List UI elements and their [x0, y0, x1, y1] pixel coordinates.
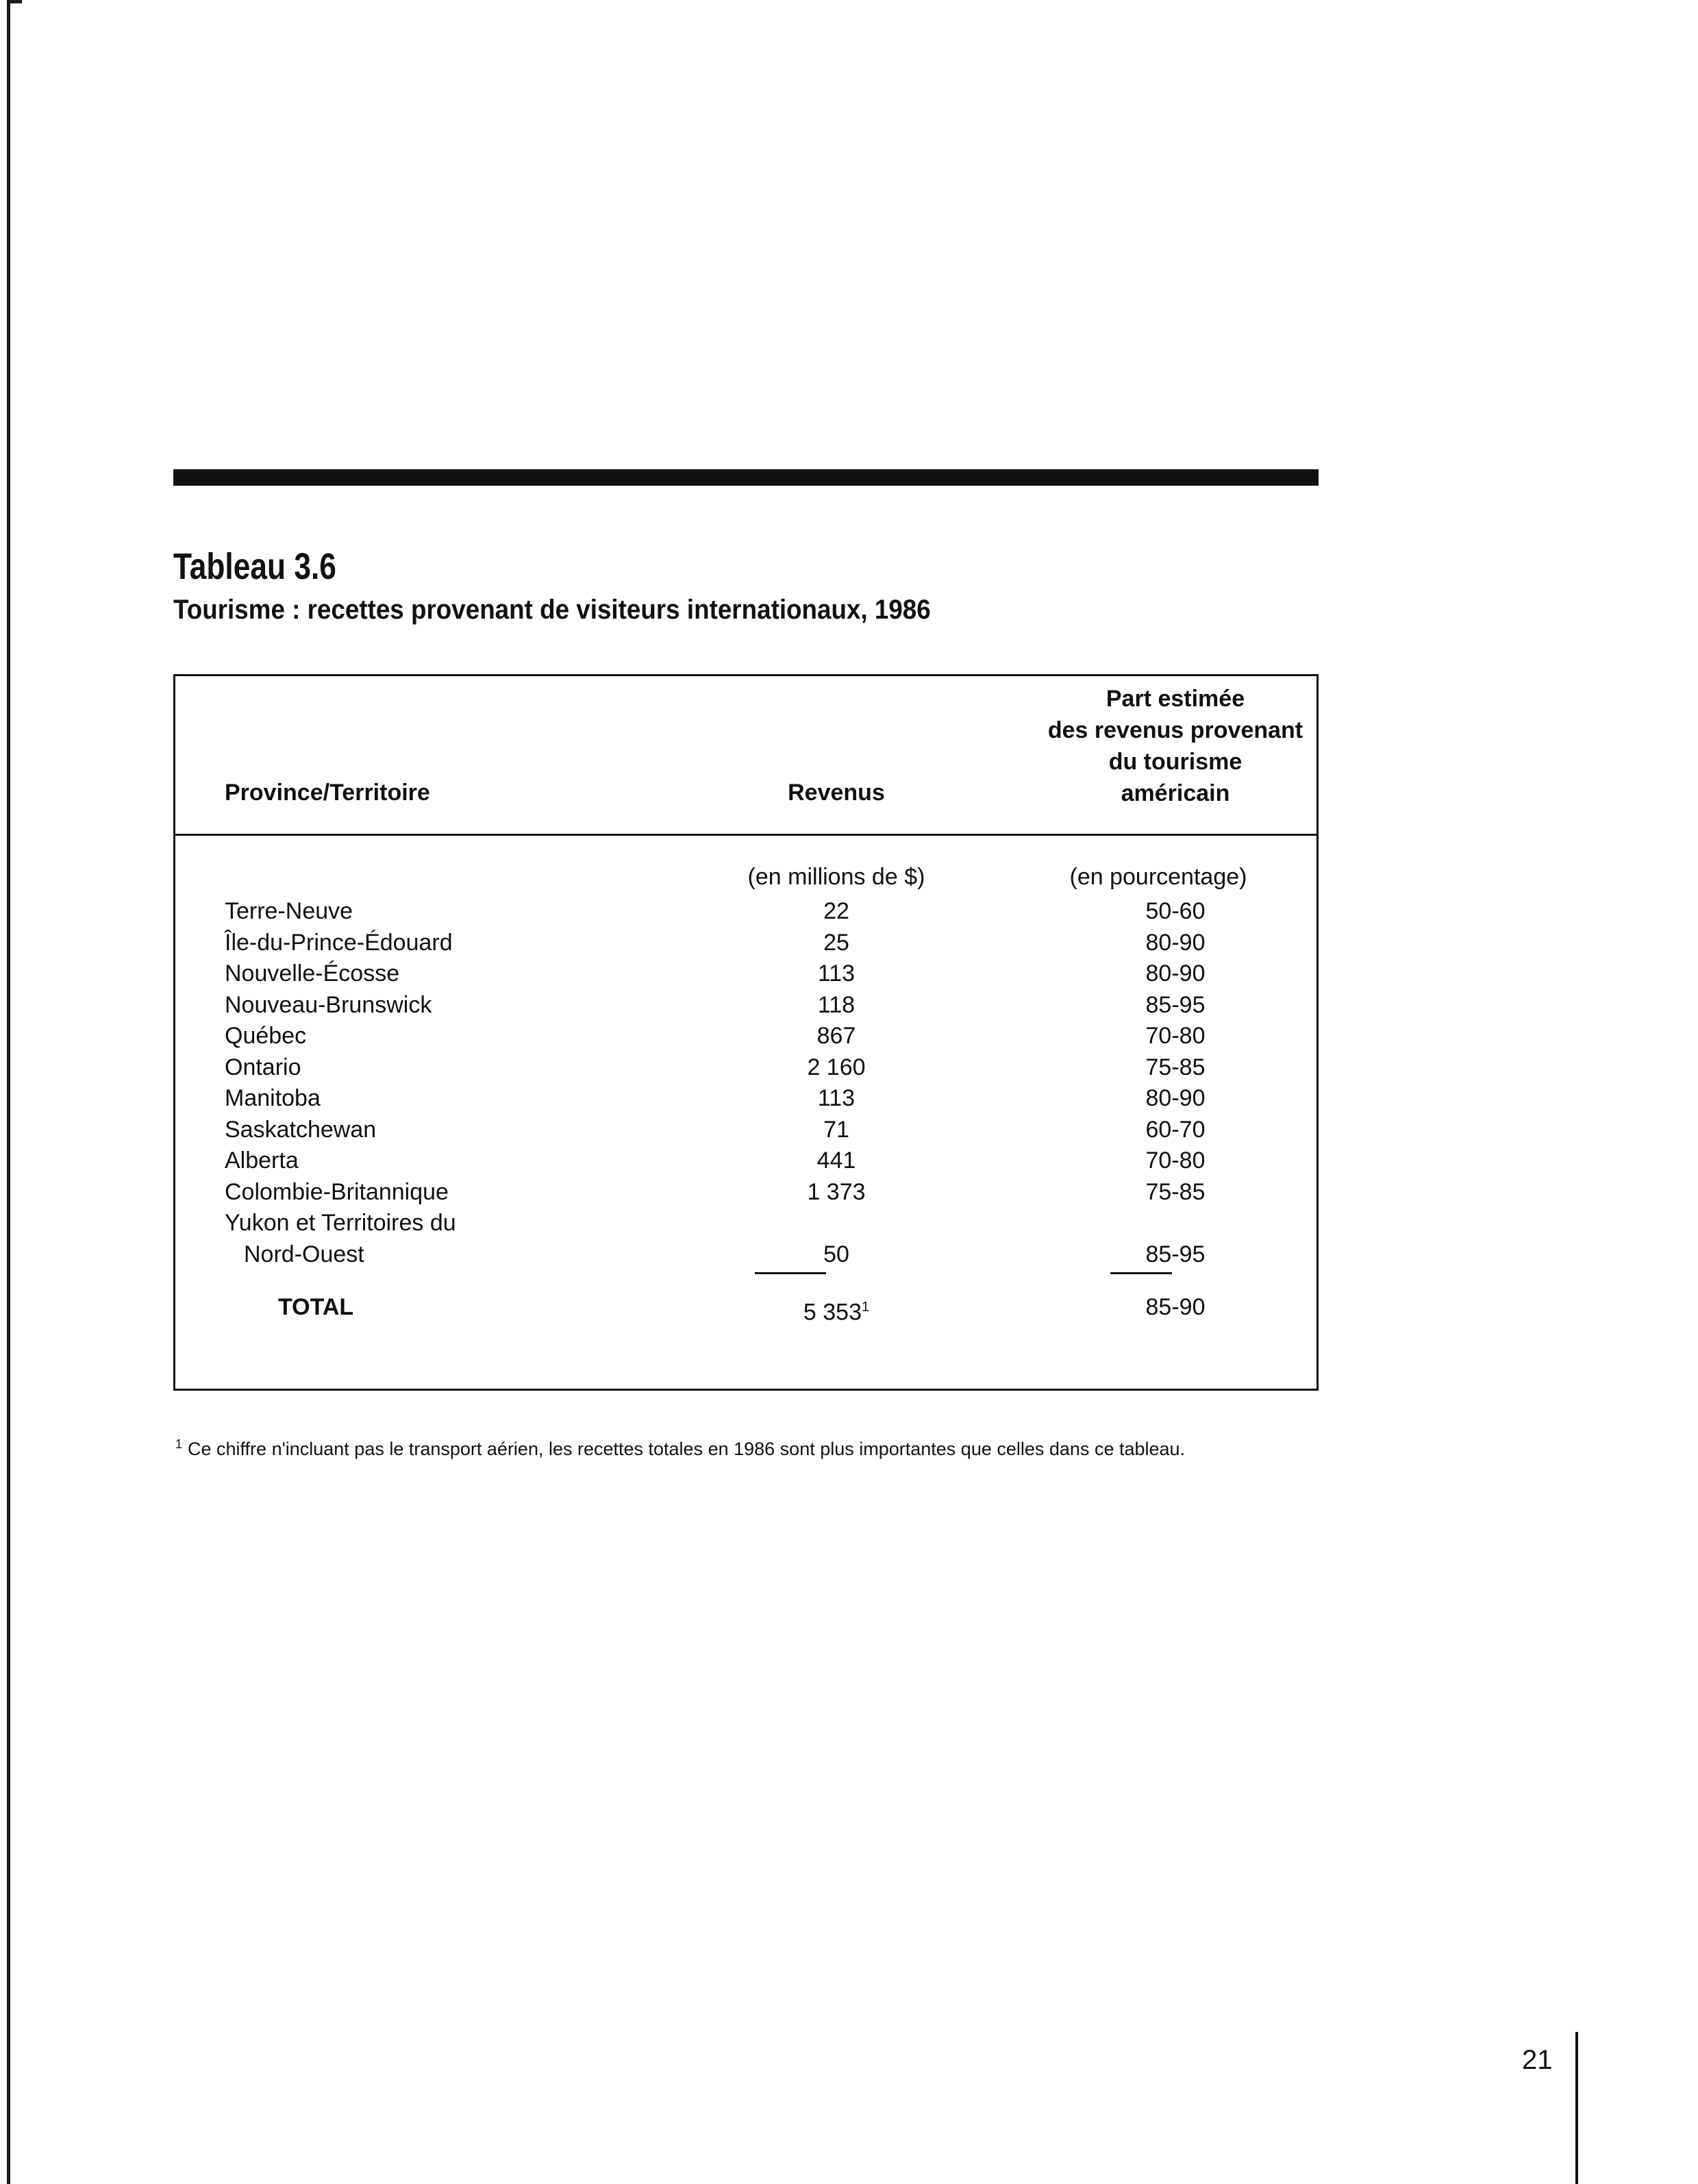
- cell-province: Saskatchewan: [225, 1116, 377, 1143]
- binding-edge-line: [7, 0, 10, 2184]
- cell-revenue: 118: [817, 991, 856, 1018]
- table-row: [175, 927, 1316, 958]
- cell-revenue: 113: [817, 960, 856, 986]
- cell-revenue: 71: [823, 1116, 849, 1143]
- cell-province: Colombie-Britannique: [225, 1178, 449, 1205]
- footnote-mark: 1: [175, 1437, 183, 1451]
- cell-share: 85-95: [1145, 991, 1206, 1018]
- section-rule: [173, 469, 1319, 486]
- cell-revenue: 50: [823, 1241, 849, 1267]
- table-row: [175, 1020, 1316, 1052]
- table-number: Tableau 3.6: [173, 546, 336, 587]
- cell-province: Île-du-Prince-Édouard: [225, 929, 453, 956]
- cell-share: 80-90: [1145, 1085, 1206, 1111]
- total-share: 85-90: [1145, 1294, 1206, 1320]
- table-row: [175, 1082, 1316, 1114]
- cell-share: 80-90: [1145, 960, 1206, 986]
- header-share-line: Part estimée: [1106, 686, 1245, 712]
- cell-revenue: 441: [816, 1147, 856, 1174]
- footnote: [175, 1437, 1185, 1460]
- header-divider: [175, 834, 1316, 836]
- units-revenue: (en millions de $): [747, 864, 925, 890]
- units-share: (en pourcentage): [1069, 864, 1247, 890]
- cell-province: Nouvelle-Écosse: [225, 960, 400, 986]
- cell-share: 70-80: [1145, 1023, 1206, 1049]
- table-row: [175, 989, 1316, 1021]
- cell-province: Ontario: [225, 1054, 301, 1080]
- table-row: [175, 1207, 1316, 1239]
- cell-province: Nouveau-Brunswick: [225, 991, 432, 1018]
- header-province: Province/Territoire: [225, 780, 430, 806]
- header-share-line: du tourisme: [1108, 749, 1243, 775]
- cell-share: 50-60: [1145, 898, 1206, 924]
- cell-revenue: 867: [816, 1023, 856, 1049]
- header-share-line: américain: [1121, 780, 1230, 806]
- table-row: [175, 1145, 1316, 1176]
- cell-share: 75-85: [1145, 1054, 1206, 1080]
- table-row: [175, 1052, 1316, 1083]
- cell-province: Manitoba: [225, 1085, 321, 1111]
- cell-province: Terre-Neuve: [225, 898, 353, 924]
- share-sum-line: [1110, 1272, 1172, 1274]
- binding-edge-tick: [7, 0, 22, 3]
- page-number-rule: [1575, 2032, 1578, 2184]
- cell-share: 70-80: [1145, 1147, 1206, 1174]
- table-row: [175, 958, 1316, 989]
- cell-province: Nord-Ouest: [244, 1241, 364, 1267]
- cell-share: 60-70: [1145, 1116, 1206, 1143]
- cell-share: 80-90: [1145, 929, 1206, 956]
- total-revenue-value: 5 353: [803, 1299, 862, 1326]
- cell-share: 75-85: [1145, 1178, 1206, 1205]
- cell-revenue: 1 373: [807, 1178, 866, 1205]
- table-row: [175, 1114, 1316, 1145]
- table-row: [175, 1176, 1316, 1208]
- footnote-text: Ce chiffre n'incluant pas le transport aérien, les recettes totales en 1986 sont plus importantes que celles dans ce tableau.: [188, 1439, 1186, 1459]
- cell-revenue: 22: [823, 898, 849, 924]
- revenue-sum-line: [755, 1272, 826, 1274]
- table-row: [175, 895, 1316, 927]
- total-row: [175, 1291, 1316, 1326]
- total-revenue: [751, 1291, 922, 1328]
- table-row: [175, 1239, 1316, 1270]
- data-table: [173, 674, 1319, 1391]
- cell-revenue: 113: [817, 1085, 856, 1111]
- total-label: TOTAL: [278, 1294, 354, 1320]
- table-title: Tourisme : recettes provenant de visiteurs internationaux, 1986: [173, 595, 931, 625]
- header-share: [1004, 683, 1347, 809]
- cell-province: Alberta: [225, 1147, 299, 1174]
- cell-province: Québec: [225, 1023, 307, 1049]
- page-number: 21: [1522, 2045, 1553, 2075]
- cell-revenue: 25: [823, 929, 849, 956]
- footnote-marker: 1: [861, 1300, 870, 1315]
- header-share-line: des revenus provenant: [1047, 717, 1303, 743]
- header-revenue: Revenus: [788, 780, 885, 806]
- cell-share: 85-95: [1145, 1241, 1206, 1267]
- cell-province: Yukon et Territoires du: [225, 1210, 456, 1236]
- cell-revenue: 2 160: [807, 1054, 866, 1080]
